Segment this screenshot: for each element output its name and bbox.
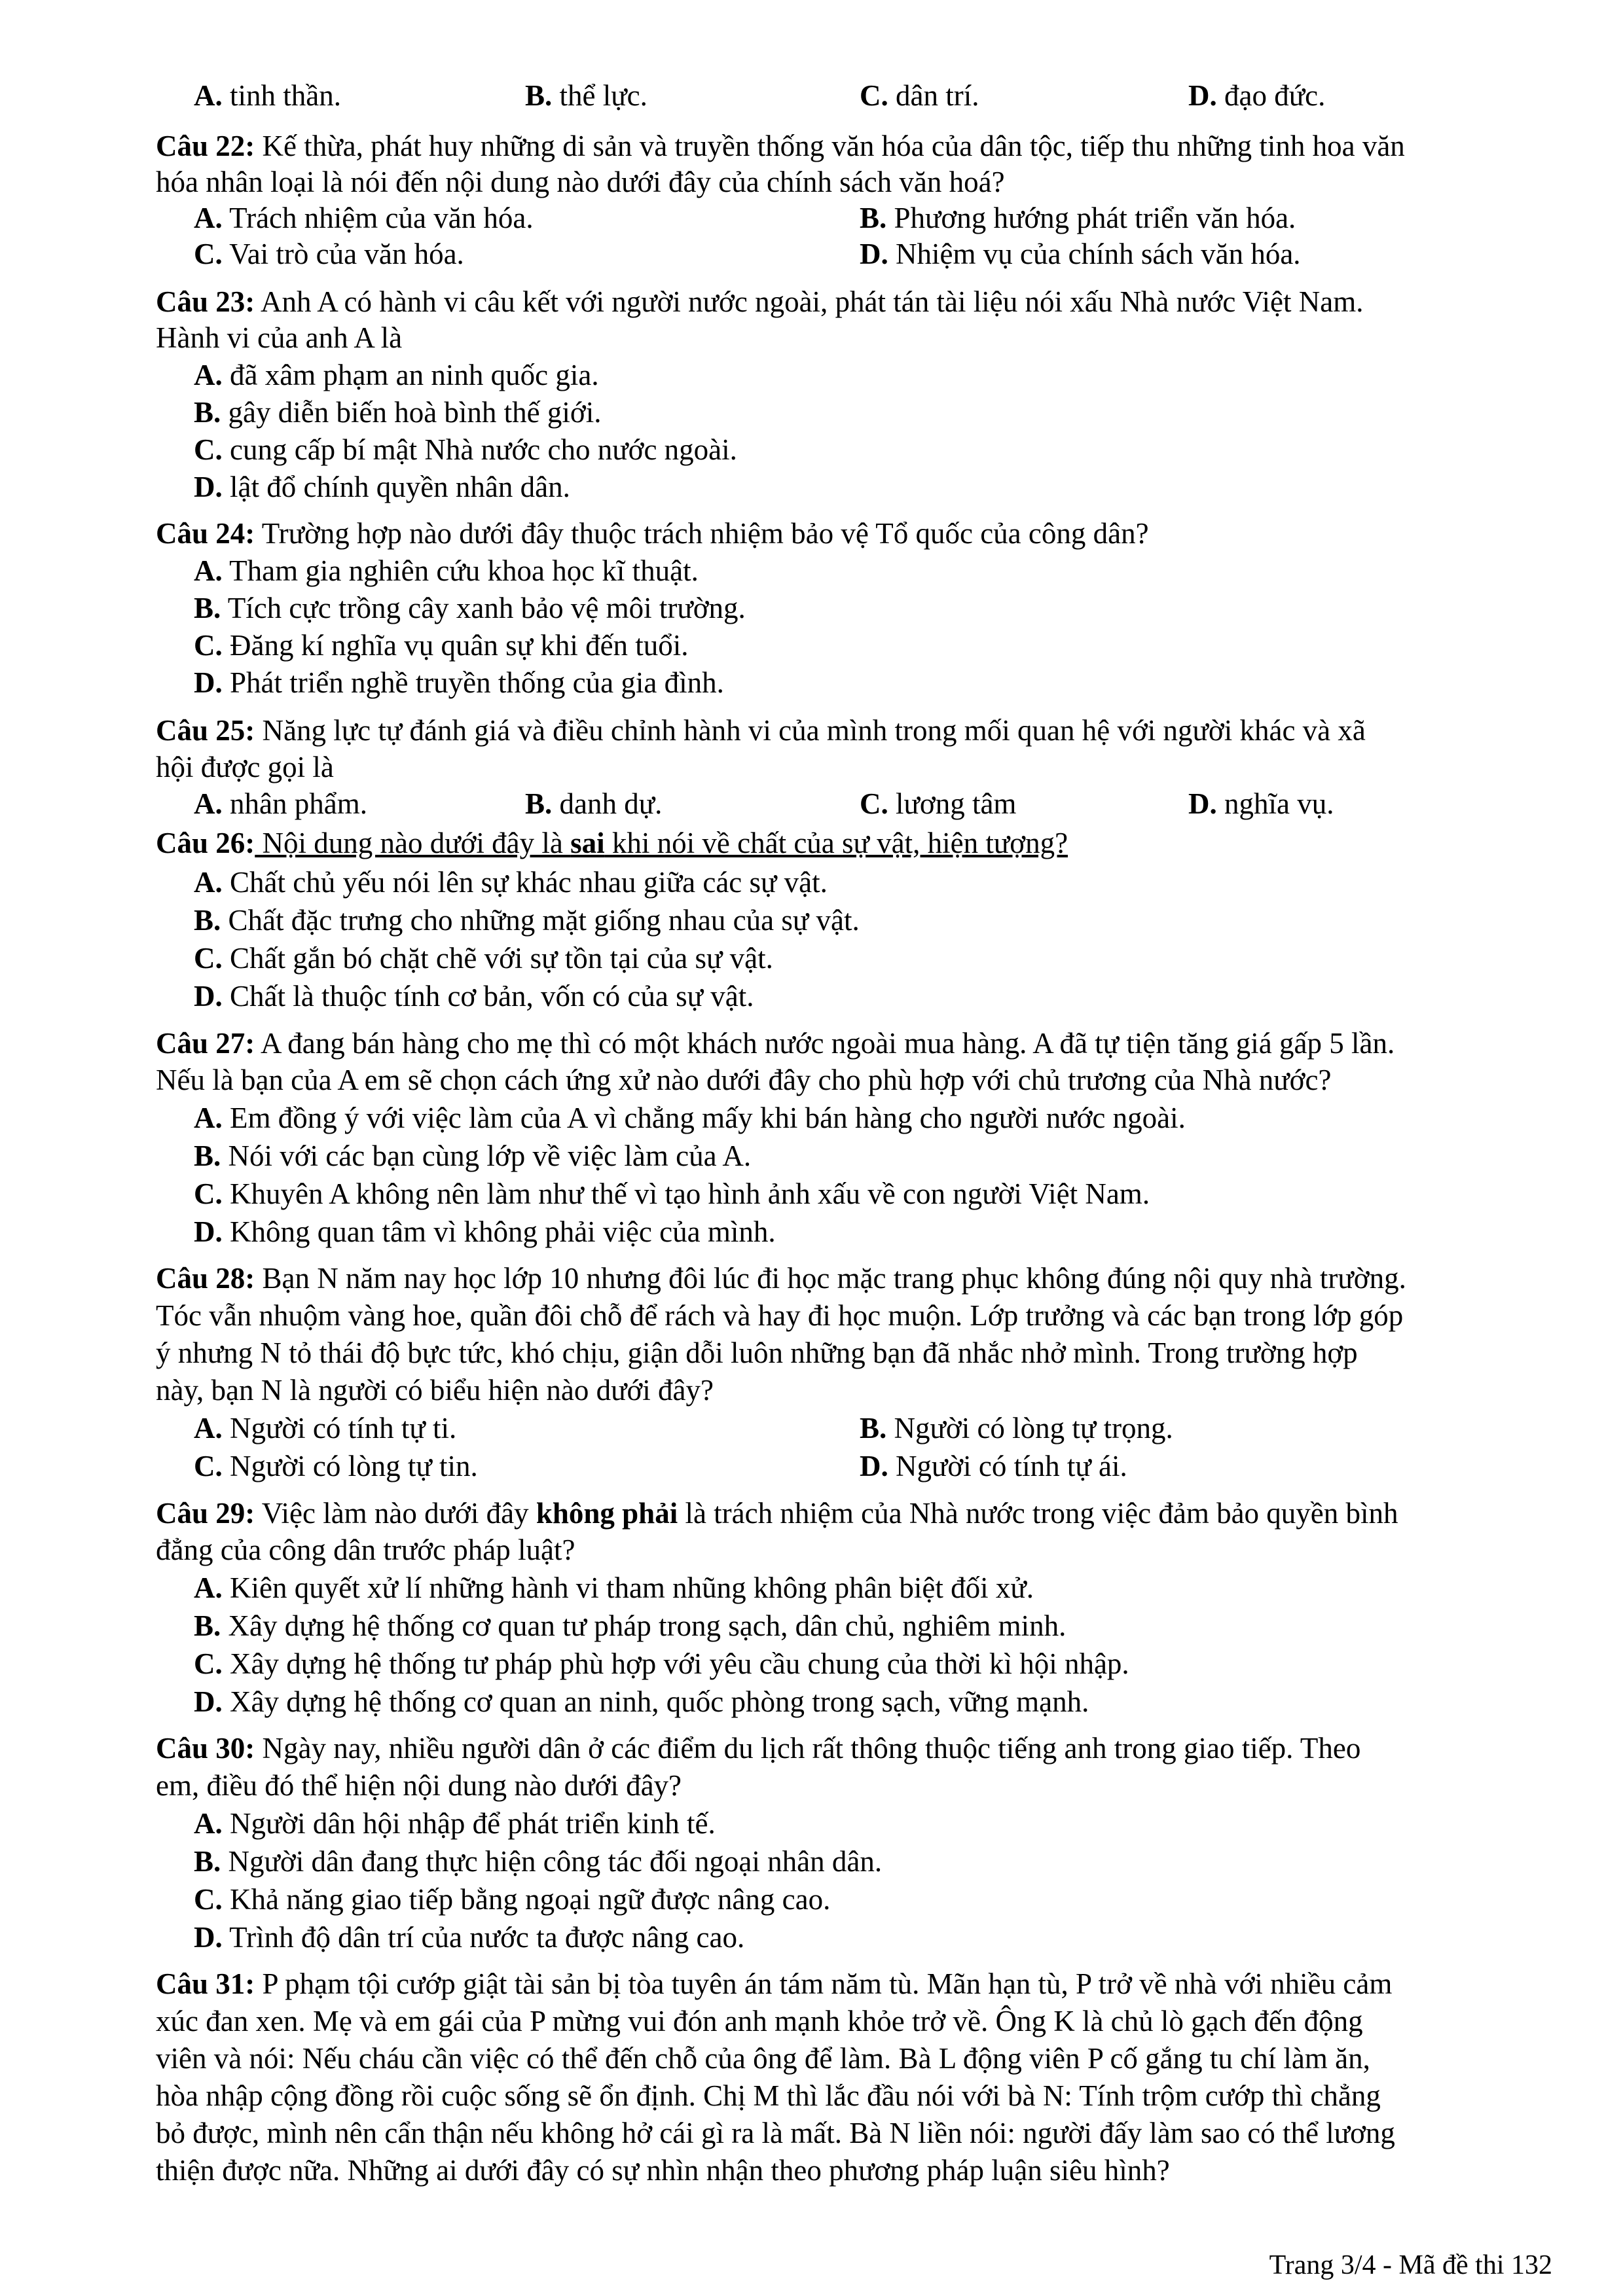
question-27-stem-cont: Nếu là bạn của A em sẽ chọn cách ứng xử nào dưới đây cho phù hợp với chủ trương của Nhà nước? <box>156 1064 1332 1096</box>
option-c: C. Chất gắn bó chặt chẽ với sự tồn tại của sự vật. <box>194 942 773 975</box>
question-31-stem-cont: hòa nhập cộng đồng rồi cuộc sống sẽ ổn định. Chị M thì lắc đầu nói với bà N: Tính trộm cướp thì chẳng <box>156 2079 1381 2112</box>
question-31-stem-cont: xúc đan xen. Mẹ và em gái của P mừng vui đón anh mạnh khỏe trở về. Ông K là chủ lò gạch đến động <box>156 2005 1363 2037</box>
option-b: B. thể lực. <box>525 79 647 112</box>
option-c: C. lương tâm <box>860 787 1017 820</box>
question-23-stem-cont: Hành vi của anh A là <box>156 321 403 354</box>
option-b: B. Phương hướng phát triển văn hóa. <box>860 202 1296 234</box>
option-a: A. Em đồng ý với việc làm của A vì chẳng mấy khi bán hàng cho người nước ngoài. <box>194 1102 1186 1134</box>
question-30-stem: Câu 30: Ngày nay, nhiều người dân ở các điểm du lịch rất thông thuộc tiếng anh trong giao tiếp. Theo <box>156 1732 1361 1765</box>
option-a: A. tinh thần. <box>194 79 341 112</box>
option-b: B. Người có lòng tự trọng. <box>860 1412 1173 1444</box>
option-c: C. Xây dựng hệ thống tư pháp phù hợp với yêu cầu chung của thời kì hội nhập. <box>194 1647 1129 1680</box>
question-28-stem: Câu 28: Bạn N năm nay học lớp 10 nhưng đôi lúc đi học mặc trang phục không đúng nội quy nhà trường. <box>156 1262 1406 1295</box>
option-b: B. Người dân đang thực hiện công tác đối ngoại nhân dân. <box>194 1845 883 1878</box>
question-30-stem-cont: em, điều đó thể hiện nội dung nào dưới đây? <box>156 1769 682 1802</box>
option-a: A. Tham gia nghiên cứu khoa học kĩ thuật. <box>194 554 699 587</box>
option-d: D. Phát triển nghề truyền thống của gia đình. <box>194 666 724 699</box>
option-a: A. nhân phẩm. <box>194 787 367 820</box>
option-b: B. Chất đặc trưng cho những mặt giống nhau của sự vật. <box>194 904 860 937</box>
question-29-stem-cont: đẳng của công dân trước pháp luật? <box>156 1534 575 1566</box>
page-footer: Trang 3/4 - Mã đề thi 132 <box>1269 2250 1552 2280</box>
option-c: C. Đăng kí nghĩa vụ quân sự khi đến tuổi. <box>194 629 689 662</box>
question-31-stem-cont: thiện được nữa. Những ai dưới đây có sự nhìn nhận theo phương pháp luận siêu hình? <box>156 2154 1170 2187</box>
question-25-stem: Câu 25: Năng lực tự đánh giá và điều chỉnh hành vi của mình trong mối quan hệ với người khác và xã <box>156 714 1366 747</box>
question-25-stem-cont: hội được gọi là <box>156 751 334 783</box>
question-31-stem-cont: bỏ được, mình nên cẩn thận nếu không hở cái gì ra là mất. Bà N liền nói: người đấy làm sao có thể lương <box>156 2117 1395 2149</box>
question-28-stem-cont: Tóc vẫn nhuộm vàng hoe, quần đôi chỗ để rách và hay đi học muộn. Lớp trưởng và các bạn trong lớp góp <box>156 1299 1404 1332</box>
question-31-stem-cont: viên và nói: Nếu cháu cần việc có thể đến chỗ của ông để làm. Bà L động viên P cố gắng tu chí làm ăn, <box>156 2042 1370 2075</box>
question-29-stem: Câu 29: Việc làm nào dưới đây không phải là trách nhiệm của Nhà nước trong việc đảm bảo quyền bình <box>156 1497 1398 1530</box>
option-d: D. đạo đức. <box>1188 79 1326 112</box>
option-b: B. gây diễn biến hoà bình thế giới. <box>194 396 602 429</box>
option-a: A. Chất chủ yếu nói lên sự khác nhau giữa các sự vật. <box>194 866 828 899</box>
question-22-stem-cont: hóa nhân loại là nói đến nội dung nào dưới đây của chính sách văn hoá? <box>156 166 1005 198</box>
option-c: C. cung cấp bí mật Nhà nước cho nước ngoài. <box>194 433 737 466</box>
option-a: A. Người có tính tự ti. <box>194 1412 457 1444</box>
question-26-stem: Câu 26: Nội dung nào dưới đây là sai khi nói về chất của sự vật, hiện tượng? <box>156 827 1068 859</box>
option-d: D. lật đổ chính quyền nhân dân. <box>194 471 570 503</box>
question-28-stem-cont: ý nhưng N tỏ thái độ bực tức, khó chịu, giận dỗi luôn những bạn đã nhắc nhở mình. Trong trường hợp <box>156 1336 1358 1369</box>
option-a: A. Trách nhiệm của văn hóa. <box>194 202 534 234</box>
question-31-stem: Câu 31: P phạm tội cướp giật tài sản bị tòa tuyên án tám năm tù. Mãn hạn tù, P trở về nhà với nhiều cảm <box>156 1967 1393 2000</box>
option-c: C. Khả năng giao tiếp bằng ngoại ngữ được nâng cao. <box>194 1883 831 1916</box>
question-23-stem: Câu 23: Anh A có hành vi câu kết với người nước ngoài, phát tán tài liệu nói xấu Nhà nước Việt Nam. <box>156 285 1364 318</box>
question-28-stem-cont: này, bạn N là người có biểu hiện nào dưới đây? <box>156 1374 714 1407</box>
question-22-stem: Câu 22: Kế thừa, phát huy những di sản và truyền thống văn hóa của dân tộc, tiếp thu những tinh hoa văn <box>156 130 1405 162</box>
option-a: A. Kiên quyết xử lí những hành vi tham nhũng không phân biệt đối xử. <box>194 1571 1034 1604</box>
option-d: D. Trình độ dân trí của nước ta được nâng cao. <box>194 1921 745 1954</box>
option-a: A. Người dân hội nhập để phát triển kinh tế. <box>194 1807 716 1840</box>
option-c: C. Khuyên A không nên làm như thế vì tạo hình ảnh xấu về con người Việt Nam. <box>194 1177 1150 1210</box>
option-c: C. dân trí. <box>860 79 979 112</box>
question-27-stem: Câu 27: A đang bán hàng cho mẹ thì có một khách nước ngoài mua hàng. A đã tự tiện tăng giá gấp 5 lần. <box>156 1027 1395 1060</box>
option-d: D. Không quan tâm vì không phải việc của mình. <box>194 1215 776 1248</box>
option-b: B. Tích cực trồng cây xanh bảo vệ môi trường. <box>194 592 746 624</box>
option-d: D. Xây dựng hệ thống cơ quan an ninh, quốc phòng trong sạch, vững mạnh. <box>194 1685 1089 1718</box>
option-d: D. Chất là thuộc tính cơ bản, vốn có của sự vật. <box>194 980 754 1013</box>
option-b: B. danh dự. <box>525 787 663 820</box>
option-b: B. Xây dựng hệ thống cơ quan tư pháp trong sạch, dân chủ, nghiêm minh. <box>194 1609 1067 1642</box>
option-b: B. Nói với các bạn cùng lớp về việc làm của A. <box>194 1139 752 1172</box>
option-c: C. Vai trò của văn hóa. <box>194 238 464 270</box>
option-a: A. đã xâm phạm an ninh quốc gia. <box>194 359 599 391</box>
option-c: C. Người có lòng tự tin. <box>194 1450 478 1482</box>
question-24-stem: Câu 24: Trường hợp nào dưới đây thuộc trách nhiệm bảo vệ Tổ quốc của công dân? <box>156 517 1149 550</box>
option-d: D. nghĩa vụ. <box>1188 787 1334 820</box>
option-d: D. Người có tính tự ái. <box>860 1450 1127 1482</box>
option-d: D. Nhiệm vụ của chính sách văn hóa. <box>860 238 1301 270</box>
